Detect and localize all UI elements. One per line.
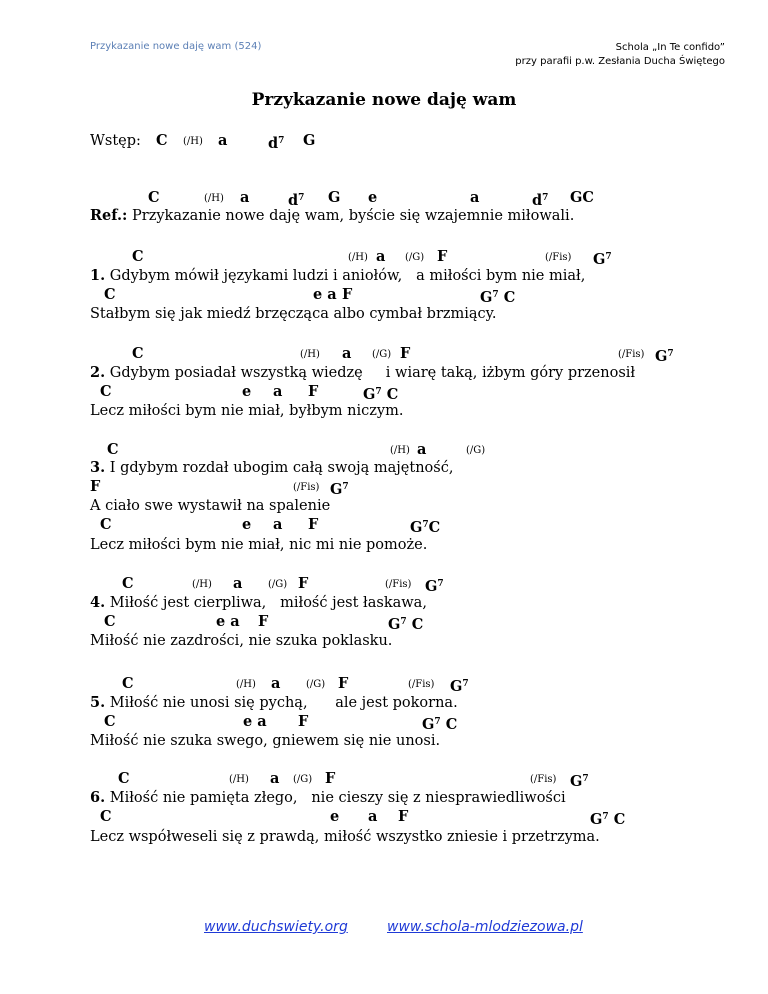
chord: a xyxy=(218,132,228,149)
chord: a xyxy=(273,516,283,533)
chord: $G^7$ xyxy=(450,678,469,695)
chord-bass: (/Fis) xyxy=(530,774,557,785)
chord: F xyxy=(398,808,409,825)
chord: C xyxy=(104,613,116,630)
chord: C xyxy=(100,516,112,533)
chord-bass: (/H) xyxy=(300,349,320,360)
intro-label: Wstęp: xyxy=(90,133,141,149)
chord: $d^7$ xyxy=(532,192,549,209)
verse-5-line-1: 5. Miłość nie unosi się pychą, ale jest pokorna. xyxy=(90,694,458,711)
chord: $G^7$ C xyxy=(388,616,424,633)
chord: $G^7$ xyxy=(570,773,589,790)
chord: C xyxy=(100,808,112,825)
chord: $G^7$ C xyxy=(590,811,626,828)
chord-bass: (/G) xyxy=(405,252,425,263)
chord: e xyxy=(368,189,378,206)
verse-3-line-3: Lecz miłości bym nie miał, nic mi nie pomoże. xyxy=(90,537,428,553)
chord: $G^7$ C xyxy=(422,716,458,733)
chord: a xyxy=(240,189,250,206)
header-schola-name: Schola „In Te confido” xyxy=(615,42,725,53)
chord: a xyxy=(342,345,352,362)
verse-6-line-1: 6. Miłość nie pamięta złego, nie cieszy się z niesprawiedliwości xyxy=(90,789,566,806)
header-song-ref: Przykazanie nowe daję wam (524) xyxy=(90,41,262,52)
footer-link-duchswiety[interactable]: www.duchswiety.org xyxy=(204,919,348,935)
chord: e xyxy=(242,383,252,400)
header-schola-info xyxy=(515,41,725,69)
chord-bass: (/G) xyxy=(372,349,392,360)
chord: $d^7$ xyxy=(288,192,305,209)
chord-bass: (/H) xyxy=(348,252,368,263)
chord-bass: (/H) xyxy=(192,579,212,590)
chord: GC xyxy=(570,189,594,206)
chord: F xyxy=(342,286,353,303)
chord-bass: (/H) xyxy=(390,445,410,456)
footer-link-schola[interactable]: www.schola-mlodziezowa.pl xyxy=(387,919,583,935)
chord: G xyxy=(303,132,316,149)
verse-1-line-2: Stałbym się jak miedź brzęcząca albo cymbał brzmiący. xyxy=(90,306,497,322)
chord-bass: (/G) xyxy=(306,679,326,690)
chord: a xyxy=(417,441,427,458)
chord: F xyxy=(298,575,309,592)
verse-5-line-2: Miłość nie szuka swego, gniewem się nie unosi. xyxy=(90,733,441,749)
chord: $G^7$ xyxy=(593,251,612,268)
verse-2-line-1: 2. Gdybym posiadał wszystką wiedzę i wiarę taką, iżbym góry przenosił xyxy=(90,364,636,381)
chord: C xyxy=(132,248,144,265)
chord: $G^7$ xyxy=(425,578,444,595)
chord-bass: (/Fis) xyxy=(408,679,435,690)
verse-3-line-1: 3. I gdybym rozdał ubogim całą swoją majętność, xyxy=(90,459,454,476)
chord: e xyxy=(242,516,252,533)
chord: a xyxy=(270,770,280,787)
chord: F xyxy=(308,516,319,533)
chord-bass: (/Fis) xyxy=(545,252,572,263)
song-title: Przykazanie nowe daję wam xyxy=(251,90,517,110)
chord: a xyxy=(470,189,480,206)
chord: F xyxy=(325,770,336,787)
refrain-line: Ref.: Przykazanie nowe daję wam, byście się wzajemnie miłowali. xyxy=(90,207,575,224)
chord: a xyxy=(271,675,281,692)
chord: a xyxy=(233,575,243,592)
chord: $G^7$ C xyxy=(363,386,399,403)
chord: $d^7$ xyxy=(268,135,285,152)
chord: e a xyxy=(216,613,240,630)
chord-bass: (/H) xyxy=(183,136,203,147)
chord: C xyxy=(104,713,116,730)
chord-bass: (/G) xyxy=(293,774,313,785)
chord: F xyxy=(258,613,269,630)
chord-bass: (/H) xyxy=(236,679,256,690)
chord: a xyxy=(368,808,378,825)
chord-bass: (/Fis) xyxy=(618,349,645,360)
chord-bass: (/Fis) xyxy=(385,579,412,590)
chord: C xyxy=(156,132,168,149)
chord: a xyxy=(376,248,386,265)
chord: C xyxy=(132,345,144,362)
chord: $G^7C$ xyxy=(410,519,441,536)
chord: C xyxy=(122,575,134,592)
chord: C xyxy=(104,286,116,303)
chord: e xyxy=(330,808,340,825)
chord: a xyxy=(273,383,283,400)
chord: $G^7$ xyxy=(655,348,674,365)
chord: $G^7$ C xyxy=(480,289,516,306)
chord: C xyxy=(122,675,134,692)
chord: G xyxy=(328,189,341,206)
verse-4-line-1: 4. Miłość jest cierpliwa, miłość jest łaskawa, xyxy=(90,594,427,611)
verse-6-line-2: Lecz współweseli się z prawdą, miłość wszystko zniesie i przetrzyma. xyxy=(90,829,600,845)
chord-bass: (/G) xyxy=(466,445,486,456)
chord: C xyxy=(118,770,130,787)
chord: C xyxy=(100,383,112,400)
chord: F xyxy=(298,713,309,730)
chord: F xyxy=(400,345,411,362)
header-parish: przy parafii p.w. Zesłania Ducha Świętego xyxy=(515,56,725,67)
verse-1-line-1: 1. Gdybym mówił językami ludzi i aniołów, a miłości bym nie miał, xyxy=(90,267,586,284)
chord-bass: (/Fis) xyxy=(293,482,320,493)
chord-bass: (/H) xyxy=(229,774,249,785)
verse-2-line-2: Lecz miłości bym nie miał, byłbym niczym. xyxy=(90,403,404,419)
chord: F xyxy=(338,675,349,692)
chord: C xyxy=(148,189,160,206)
chord: F xyxy=(308,383,319,400)
verse-3-line-2: A ciało swe wystawił na spalenie xyxy=(90,498,331,514)
chord: $G^7$ xyxy=(330,481,349,498)
chord-bass: (/G) xyxy=(268,579,288,590)
chord: e a xyxy=(313,286,337,303)
chord: F xyxy=(90,478,101,495)
chord-bass: (/H) xyxy=(204,193,224,204)
chord: F xyxy=(437,248,448,265)
chord: e a xyxy=(243,713,267,730)
verse-4-line-2: Miłość nie zazdrości, nie szuka poklasku. xyxy=(90,633,393,649)
chord: C xyxy=(107,441,119,458)
